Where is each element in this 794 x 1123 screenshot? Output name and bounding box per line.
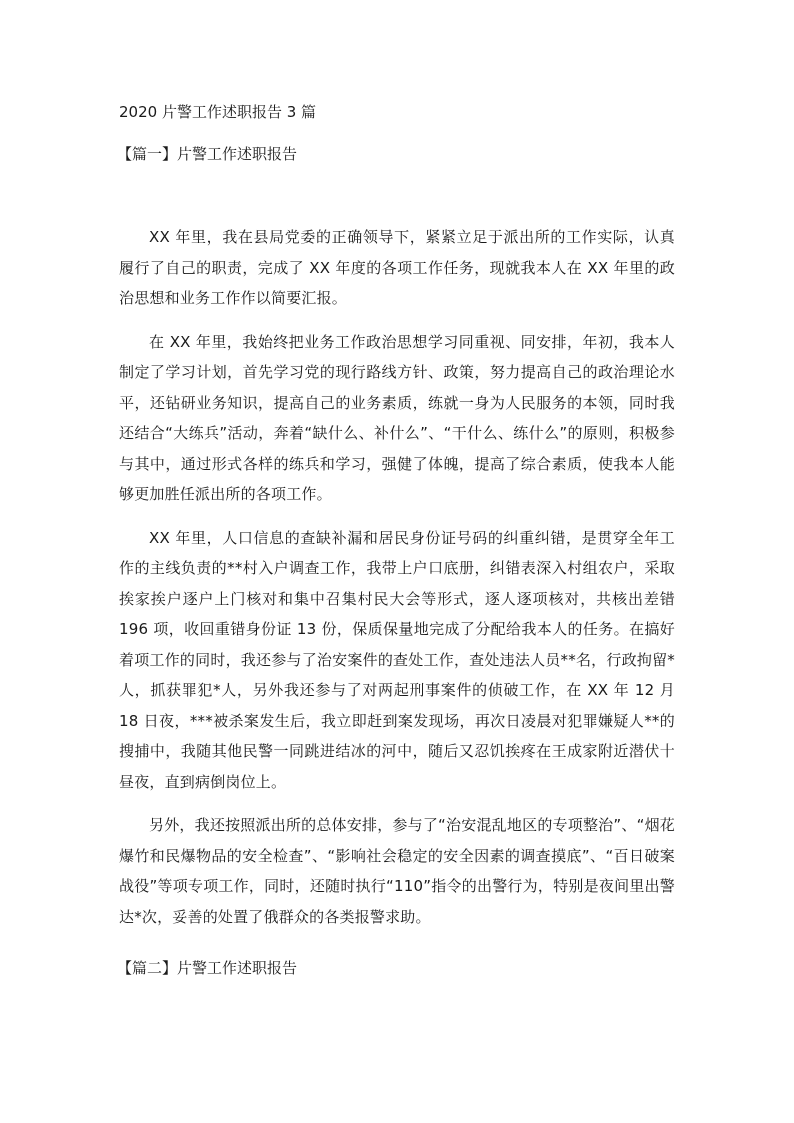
paragraph: XX 年里，人口信息的查缺补漏和居民身份证号码的纠重纠错，是贯穿全年工作的主线负责的**村入户调查工作，我带上户口底册，纠错表深入村组农户，采取挨家挨户逐户上门核对和集中召集村民大会等形式，逐人逐项核对，共核出差错 196 项，收回重错身份证 13 份，保质保量地完成了分配给我本人的任务。在搞好着项工作的同时，我还参与了治安案件的查处工作，查处违法人员**名，行政拘留*人，抓获罪犯*人，另外我还参与了对两起刑事案件的侦破工作，在 XX 年 12 月 18 日夜，***被杀案发生后，我立即赶到案发现场，再次日凌晨对犯罪嫌疑人**的搜捕中，我随其他民警一同跳进结冰的河中，随后又忍饥挨疼在王成家附近潜伏十昼夜，直到病倒岗位上。 [119, 528, 675, 791]
section-heading-2: 【篇二】片警工作述职报告 [117, 959, 298, 977]
document-title: 2020 片警工作述职报告 3 篇 [119, 103, 317, 121]
paragraph: 在 XX 年里，我始终把业务工作政治思想学习同重视、同安排，年初，我本人制定了学习计划，首先学习党的现行路线方针、政策，努力提高自己的政治理论水平，还钻研业务知识，提高自己的业务素质，练就一身为人民服务的本领，同时我还结合“大练兵”活动，奔着“缺什么、补什么”、“干什么、练什么”的原则，积极参与其中，通过形式各样的练兵和学习，强健了体魄，提高了综合素质，使我本人能够更加胜任派出所的各项工作。 [119, 332, 675, 503]
section-heading-1: 【篇一】片警工作述职报告 [117, 145, 298, 163]
paragraph: 另外，我还按照派出所的总体安排，参与了“治安混乱地区的专项整治”、“烟花爆竹和民爆物品的安全检查”、“影响社会稳定的安全因素的调查摸底”、“百日破案战役”等项专项工作，同时，还随时执行“110”指令的出警行为，特别是夜间里出警达*次，妥善的处置了俄群众的各类报警求助。 [119, 816, 675, 926]
paragraph: XX 年里，我在县局党委的正确领导下，紧紧立足于派出所的工作实际，认真履行了自己的职责，完成了 XX 年度的各项工作任务，现就我本人在 XX 年里的政治思想和业务工作作以简要汇报。 [119, 228, 675, 307]
section-1-body [119, 222, 675, 945]
